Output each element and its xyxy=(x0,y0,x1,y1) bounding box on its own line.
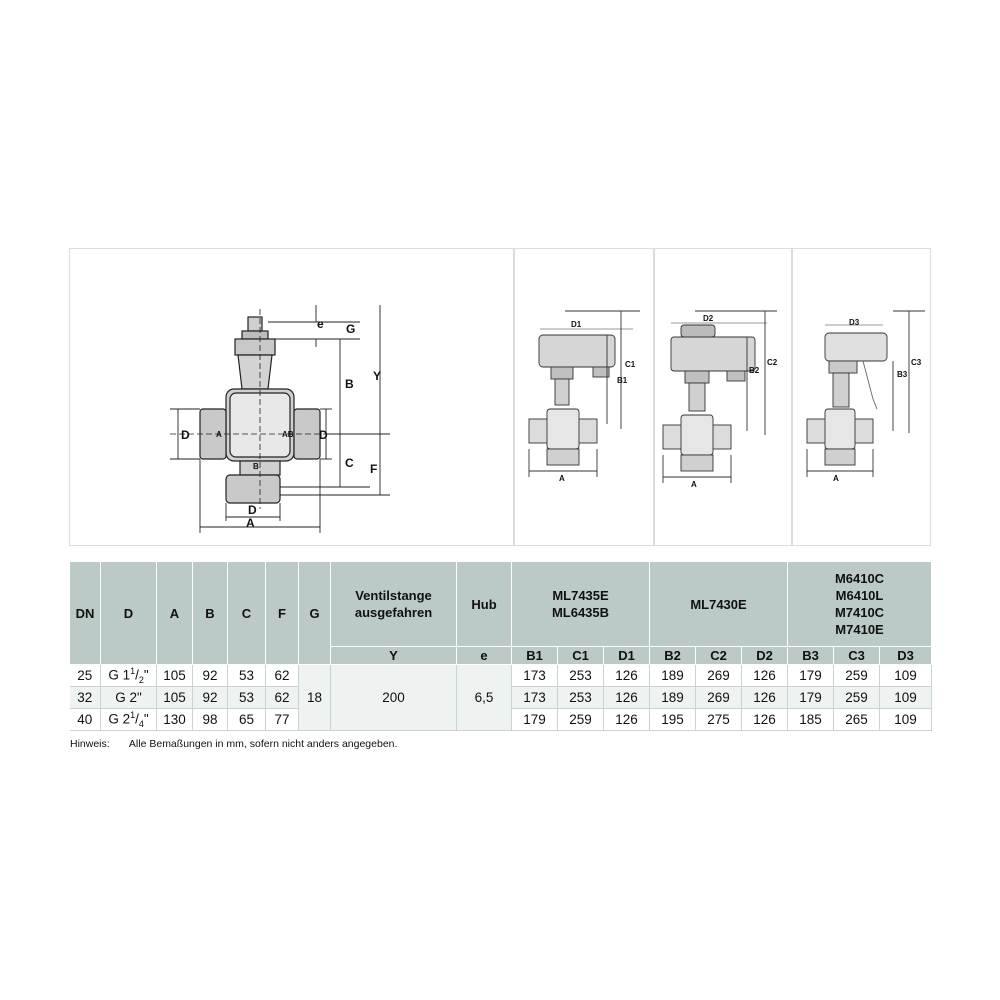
header-grp1-line2: ML6435B xyxy=(551,605,610,620)
port-b-label: B xyxy=(253,462,259,471)
header-b1: B1 xyxy=(512,647,558,665)
cell-d2: 126 xyxy=(742,709,788,731)
cell-a: 105 xyxy=(157,665,193,687)
cell-b2: 189 xyxy=(650,687,696,709)
header-c: C xyxy=(228,562,266,665)
header-grp3-line2: M6410L xyxy=(835,588,884,603)
cell-f: 62 xyxy=(266,687,299,709)
header-f: F xyxy=(266,562,299,665)
cell-c3: 265 xyxy=(834,709,880,731)
cell-b1: 179 xyxy=(512,709,558,731)
header-grp3-line1: M6410C xyxy=(834,571,885,586)
cell-c2: 275 xyxy=(696,709,742,731)
cell-c3: 259 xyxy=(834,687,880,709)
header-grp3-line3: M7410C xyxy=(834,605,885,620)
cell-d: G 2" xyxy=(101,687,157,709)
port-ab-label: AB xyxy=(282,430,294,439)
cell-c: 65 xyxy=(228,709,266,731)
actuator-1-svg xyxy=(515,249,655,547)
label-a-3: A xyxy=(833,474,839,483)
cell-d3: 109 xyxy=(880,687,932,709)
actuator-drawing-ml7430e xyxy=(654,248,792,546)
label-a-1: A xyxy=(559,474,565,483)
cell-b3: 185 xyxy=(788,709,834,731)
header-b2: B2 xyxy=(650,647,696,665)
header-y: Y xyxy=(331,647,457,665)
cell-d1: 126 xyxy=(604,709,650,731)
actuator-drawing-ml7435e xyxy=(514,248,654,546)
header-d2: D2 xyxy=(742,647,788,665)
cell-b: 98 xyxy=(193,709,228,731)
cell-c: 53 xyxy=(228,687,266,709)
cell-g: 18 xyxy=(299,665,331,731)
cell-b: 92 xyxy=(193,665,228,687)
label-a-2: A xyxy=(691,480,697,489)
cell-f: 62 xyxy=(266,665,299,687)
cell-d1: 126 xyxy=(604,687,650,709)
header-c3: C3 xyxy=(834,647,880,665)
label-c1: C1 xyxy=(625,360,636,369)
header-a: A xyxy=(157,562,193,665)
cell-c2: 269 xyxy=(696,665,742,687)
cell-b3: 179 xyxy=(788,687,834,709)
cell-b2: 195 xyxy=(650,709,696,731)
cell-b3: 179 xyxy=(788,665,834,687)
cell-a: 130 xyxy=(157,709,193,731)
label-a: A xyxy=(246,516,255,530)
label-d-left: D xyxy=(181,428,190,442)
valve-drawing-svg xyxy=(70,249,515,547)
header-d1: D1 xyxy=(604,647,650,665)
cell-c1: 259 xyxy=(558,709,604,731)
header-grp1-line1: ML7435E xyxy=(552,588,609,603)
cell-e: 6,5 xyxy=(457,665,512,731)
header-e: e xyxy=(457,647,512,665)
label-c3: C3 xyxy=(911,358,922,367)
label-b3: B3 xyxy=(897,370,908,379)
cell-d: G $2^1/_4$" xyxy=(101,709,157,731)
label-b2: B2 xyxy=(749,366,760,375)
note-text: Alle Bemaßungen in mm, sofern nicht anders angegeben. xyxy=(128,738,398,750)
label-y: Y xyxy=(373,369,382,383)
header-group-ml7435e xyxy=(512,562,650,647)
actuator-3-svg xyxy=(793,249,932,547)
header-d: D xyxy=(101,562,157,665)
cell-c2: 269 xyxy=(696,687,742,709)
actuator-drawing-m6410 xyxy=(792,248,931,546)
header-b: B xyxy=(193,562,228,665)
label-d2: D2 xyxy=(703,314,714,323)
label-b1: B1 xyxy=(617,376,628,385)
header-b3: B3 xyxy=(788,647,834,665)
cell-b2: 189 xyxy=(650,665,696,687)
cell-y: 200 xyxy=(331,665,457,731)
label-d-bottom: D xyxy=(248,503,257,517)
header-dn: DN xyxy=(70,562,101,665)
header-hub: Hub xyxy=(457,562,512,647)
cell-d2: 126 xyxy=(742,665,788,687)
cell-a: 105 xyxy=(157,687,193,709)
header-g: G xyxy=(299,562,331,665)
note-label: Hinweis: xyxy=(70,738,110,750)
dimension-table xyxy=(69,561,932,731)
valve-dimension-drawing xyxy=(69,248,514,546)
label-f: F xyxy=(370,462,378,476)
header-c2: C2 xyxy=(696,647,742,665)
cell-c1: 253 xyxy=(558,665,604,687)
label-c2: C2 xyxy=(767,358,778,367)
cell-b1: 173 xyxy=(512,665,558,687)
header-grp3-line4: M7410E xyxy=(835,622,884,637)
label-d-right: D xyxy=(319,428,328,442)
header-ventil-line1: Ventilstange xyxy=(355,588,432,603)
cell-d3: 109 xyxy=(880,709,932,731)
label-c: C xyxy=(345,456,354,470)
port-a-label: A xyxy=(216,430,222,439)
cell-dn: 40 xyxy=(70,709,101,731)
cell-b1: 173 xyxy=(512,687,558,709)
header-d3: D3 xyxy=(880,647,932,665)
header-ventilstange xyxy=(331,562,457,647)
note xyxy=(70,738,397,750)
cell-c3: 259 xyxy=(834,665,880,687)
cell-d3: 109 xyxy=(880,665,932,687)
header-c1: C1 xyxy=(558,647,604,665)
cell-c: 53 xyxy=(228,665,266,687)
header-group-m6410 xyxy=(788,562,932,647)
label-d3: D3 xyxy=(849,318,860,327)
cell-d: G $1^1/_2$" xyxy=(101,665,157,687)
table-row xyxy=(70,665,932,687)
cell-dn: 32 xyxy=(70,687,101,709)
cell-b: 92 xyxy=(193,687,228,709)
header-group-ml7430e: ML7430E xyxy=(650,562,788,647)
label-b: B xyxy=(345,377,354,391)
header-ventil-line2: ausgefahren xyxy=(354,605,433,620)
cell-f: 77 xyxy=(266,709,299,731)
cell-d1: 126 xyxy=(604,665,650,687)
cell-dn: 25 xyxy=(70,665,101,687)
label-g: G xyxy=(346,322,356,336)
cell-c1: 253 xyxy=(558,687,604,709)
label-e: e xyxy=(317,317,324,331)
label-d1: D1 xyxy=(571,320,582,329)
actuator-2-svg xyxy=(655,249,793,547)
cell-d2: 126 xyxy=(742,687,788,709)
